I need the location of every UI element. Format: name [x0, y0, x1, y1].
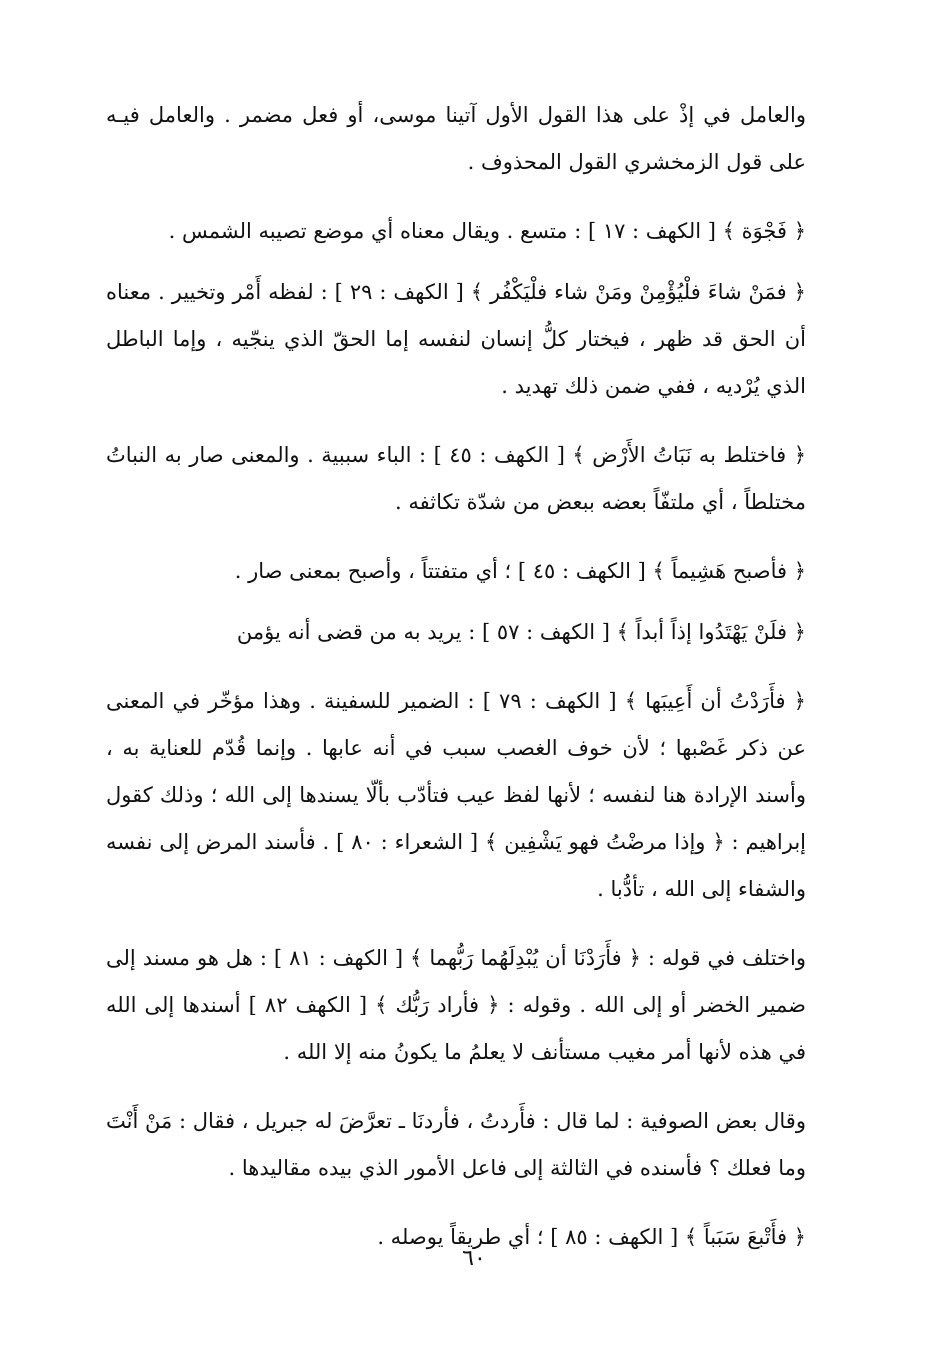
paragraph-8: واختلف في قوله : ﴿ فأَرَدْنَا أن يُبْدِلَهُما رَبُّهما ﴾ [ الكهف : ٨١ ] : هل هو مسند إلى ضمير الخضر أو إلى الله . وقوله : ﴿ فأراد رَبُّك ﴾ [ الكهف ٨٢ ] أسندها إلى الله في هذه لأنها أمر مغيب مستأنف لا يعلمُ ما يكونُ منه إلا الله . — [106, 946, 807, 1064]
page-number: ٦٠ — [462, 1246, 486, 1271]
paragraph-2: ﴿ فَجْوَة ﴾ [ الكهف : ١٧ ] : متسع . ويقال معناه أي موضع تصيبه الشمس . — [168, 219, 806, 243]
paragraph-3: ﴿ فمَنْ شاءَ فلْيُؤْمِنْ ومَنْ شاء فلْيَكْفُر ﴾ [ الكهف : ٢٩ ] : لفظه أَمْر وتخيير . معناه أن الحق قد ظهر ، فيختار كلُّ إنسان لنفسه إما الحقّ الذي ينجّيه ، وإما الباطل الذي يُرْديه ، ففي ضمن ذلك تهديد . — [106, 280, 806, 398]
page-body — [106, 92, 806, 1283]
paragraph-6: ﴿ فلَنْ يَهْتَدُوا إذاً أبداً ﴾ [ الكهف : ٥٧ ] : يريد به من قضى أنه يؤمن — [236, 620, 806, 644]
paragraph-1: والعامل في إذْ على هذا القول الأول آتينا موسى، أو فعل مضمر . والعامل فيـه على قول الزمخشري القول المحذوف . — [106, 103, 806, 174]
paragraph-9: وقال بعض الصوفية : لما قال : فأَردتُ ، فأردنَا ـ تعرَّضَ له جبريل ، فقال : مَنْ أَنْتَ وما فعلك ؟ فأسنده في الثالثة إلى فاعل الأمور الذي بيده مقاليدها . — [106, 1109, 806, 1180]
paragraph-7: ﴿ فأَرَدْتُ أن أَعِيبَها ﴾ [ الكهف : ٧٩ ] : الضمير للسفينة . وهذا مؤخّر في المعنى عن ذكر غَصْبها ؛ لأن خوف الغصب سبب في أنه عابها . وإنما قُدّم للعناية به ، وأسند الإرادة هنا لنفسه ؛ لأنها لفظ عيب فتأدّب بألّا يسندها إلى الله ؛ وذلك كقول إبراهيم : ﴿ وإذا مرضْتُ فهو يَشْفِين ﴾ [ الشعراء : ٨٠ ] . فأسند المرض إلى نفسه والشفاء إلى الله ، تأدُّبا . — [106, 689, 807, 901]
paragraph-10: ﴿ فأَتْبعَ سَبَباً ﴾ [ الكهف : ٨٥ ] ؛ أي طريقاً يوصله . — [377, 1225, 806, 1249]
paragraph-5: ﴿ فأصبح هَشِيماً ﴾ [ الكهف : ٤٥ ] ؛ أي متفتتاً ، وأصبح بمعنى صار . — [234, 559, 806, 583]
paragraph-4: ﴿ فاختلط به نَبَاتُ الأَرْض ﴾ [ الكهف : ٤٥ ] : الباء سببية . والمعنى صار به النباتُ مختلطاً ، أي ملتفّاً بعضه ببعض من شدّة تكاثفه . — [106, 443, 806, 514]
